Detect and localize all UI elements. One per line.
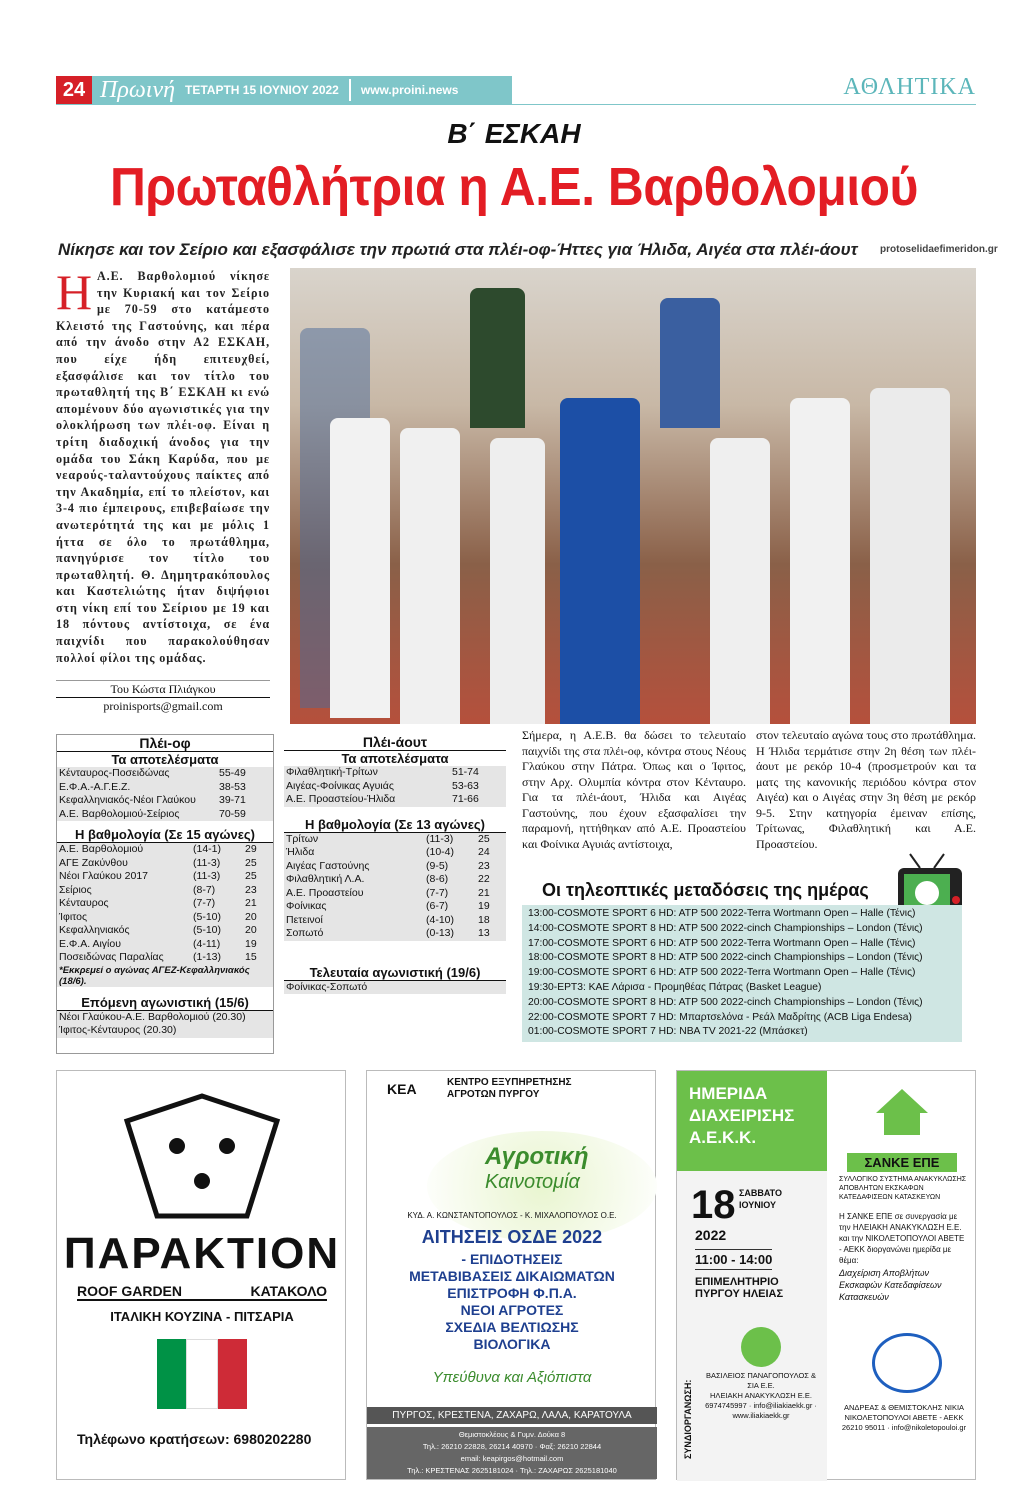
playoff-note: *Εκκρεμεί ο αγώνας ΑΓΕΖ-Κεφαλληνιακός (18/6). — [57, 965, 273, 987]
team-name: Ίφιτος — [59, 910, 88, 923]
team-name: Τρίτων — [286, 832, 319, 845]
team-name: Κεφαλληνιακός — [59, 924, 130, 936]
playoff-results-title: Τα αποτελέσματα — [57, 752, 273, 767]
sponsor2-logo — [872, 1333, 942, 1393]
result-row — [59, 794, 271, 808]
kea-contact2: Τηλ.: 26210 22828, 26214 40970 · Φαξ: 26210 22844 — [422, 1442, 602, 1451]
playoff-next-title: Επόμενη αγωνιστική (15/6) — [57, 995, 273, 1011]
standings-row — [286, 860, 504, 874]
tv-item: 22:00-COSMOTE SPORT 7 HD: Μπαρτσελόνα - Ρεάλ Μαδρίτης (ACB Liga Endesa) — [528, 1011, 912, 1023]
watermark: protoselidaefimeridon.gr — [880, 244, 998, 255]
playout-standings-title: Η βαθμολογία (Σε 13 αγώνες) — [284, 817, 506, 833]
tv-listings — [522, 880, 962, 1042]
ad1-cuisine: ΙΤΑΛΙΚΗ ΚΟΥΖΙΝΑ - ΠΙΤΣΑΡΙΑ — [110, 1309, 294, 1324]
kea-slogan: Υπεύθυνα και Αξιόπιστα — [432, 1369, 592, 1386]
points: 19 — [245, 937, 257, 950]
ad1-left: ROOF GARDEN — [77, 1283, 182, 1299]
score: 53-63 — [452, 779, 479, 792]
ad-kea[interactable] — [366, 1070, 656, 1480]
standings-row — [286, 887, 504, 901]
ad3-weekday: ΣΑΒΒΑΤΟ — [739, 1188, 782, 1198]
score: 71-66 — [452, 793, 479, 805]
fixture: Ίφιτος-Κένταυρος (20.30) — [59, 1024, 177, 1036]
standings-row — [59, 924, 271, 938]
standings-row — [286, 914, 504, 928]
tv-list — [522, 905, 962, 1042]
team-name: Ποσειδώνας Παραλίας — [59, 951, 164, 963]
kea-line: ΣΧΕΔΙΑ ΒΕΛΤΙΩΣΗΣ — [445, 1319, 579, 1335]
record: (5-10) — [193, 924, 222, 936]
article-col-4: στον τελευταίο αγώνα τους στο πρωτάθλημα. Η Ήλιδα τερμάτισε στην 2η θέση των πλέι-άουτ με ρεκόρ 10-4 (προσμετρούν και τα ματς της κανονικής περιόδου κόντρα στον Αιγέα) και ο Αιγέας στην 3η θέση με ρεκόρ 9-5. Στην κατηγορία έμειναν επίσης, Τρίτωνας, Φιλαθλητική και Α.Ε. Προαστείου. — [756, 728, 976, 851]
points: 18 — [478, 913, 490, 926]
result-row — [286, 766, 504, 780]
tv-item: 20:00-COSMOTE SPORT 8 HD: ATP 500 2022-cinch Championships – London (Τένις) — [528, 996, 923, 1008]
points: 19 — [478, 900, 490, 912]
playout-last-title: Τελευταία αγωνιστική (19/6) — [284, 965, 506, 981]
points: 22 — [478, 873, 490, 885]
kea-line: ΜΕΤΑΒΙΒΑΣΕΙΣ ΔΙΚΑΙΩΜΑΤΩΝ — [409, 1268, 615, 1284]
ad3-sp1c: 6974745997 · info@iliakiaekk.gr · www.iliakiaekk.gr — [705, 1401, 817, 1420]
tv-item: 13:00-COSMOTE SPORT 6 HD: ATP 500 2022-Terra Wortmann Open – Halle (Τένις) — [528, 908, 916, 919]
team-name: Κένταυρος — [59, 897, 109, 909]
divider — [349, 79, 351, 101]
fixture: Φοίνικας-Σοπωτό — [286, 980, 368, 993]
team-name: Α.Ε. Βαρθολομιού-Σείριος — [59, 807, 180, 820]
site-link[interactable]: www.proini.news — [360, 83, 459, 97]
ad3-sp1b: ΗΛΕΙΑΚΗ ΑΝΑΚΥΚΛΩΣΗ Ε.Ε. — [710, 1391, 812, 1400]
tv-item: 17:00-COSMOTE SPORT 6 HD: ATP 500 2022-Terra Wortmann Open – Halle (Τένις) — [528, 937, 916, 949]
result-row — [59, 767, 271, 781]
ad3-sp2b: 26210 95011 · info@nikoletopouloi.gr — [841, 1423, 967, 1432]
record: (7-7) — [426, 886, 449, 899]
points: 25 — [245, 870, 257, 882]
standings-row — [59, 884, 271, 898]
team-name: Ε.Φ.Α. Αιγίου — [59, 937, 121, 950]
team-name: Νέοι Γλαύκου 2017 — [59, 870, 149, 882]
kea-headline: ΑΙΤΗΣΕΙΣ ΟΣΔΕ 2022 — [421, 1227, 603, 1247]
page-number: 24 — [56, 76, 92, 104]
points: 13 — [478, 927, 490, 939]
team-name: Κένταυρος-Ποσειδώνας — [59, 767, 170, 779]
ad3-text: Η ΣΑΝΚΕ ΕΠΕ σε συνεργασία με την ΗΛΕΙΑΚΗ ΑΝΑΚΥΚΛΩΣΗ Ε.Ε. και την ΝΙΚΟΛΕΤΟΠΟΥΛΟΙ ΑΒΕΤΕ - ΑΕΚΚ διοργανώνει ημερίδα με θέμα: — [839, 1212, 965, 1265]
ad3-side: ΣΥΝΔΙΟΡΓΑΝΩΣΗ: — [683, 1379, 693, 1459]
ad3-sp2: ΑΝΔΡΕΑΣ & ΘΕΜΙΣΤΟΚΛΗΣ ΝΙΚΙΑ ΝΙΚΟΛΕΤΟΠΟΥΛΟΙ ΑΒΕΤΕ - ΑΕΚΚ — [843, 1403, 965, 1422]
standings-row — [286, 873, 504, 887]
playoff-box — [56, 734, 274, 1054]
kea-contact3: email: keapirgos@hotmail.com — [460, 1454, 564, 1463]
score: 39-71 — [219, 794, 246, 806]
ad3-org-desc: ΣΥΛΛΟΓΙΚΟ ΣΥΣΤΗΜΑ ΑΝΑΚΥΚΛΩΣΗΣ ΑΠΟΒΛΗΤΩΝ ΕΚΣΚΑΦΩΝ ΚΑΤΕΔΑΦΙΣΕΩΝ ΚΑΤΑΣΚΕΥΩΝ — [839, 1176, 967, 1201]
ad3-org: ΣΑΝΚΕ ΕΠΕ — [847, 1153, 957, 1172]
tv-item: 19:30-ΕΡΤ3: ΚΑΕ Λάρισα - Προμηθέας Πάτρας (Basket League) — [528, 981, 822, 993]
ad3-month: ΙΟΥΝΙΟΥ — [739, 1200, 777, 1210]
team-name: Σοπωτό — [286, 927, 324, 939]
standings-row — [286, 927, 504, 941]
ad3-time: 11:00 - 14:00 — [695, 1249, 772, 1270]
byline — [56, 680, 270, 714]
team-name: Ήλιδα — [286, 846, 315, 858]
playout-results-title: Τα αποτελέσματα — [284, 751, 506, 766]
standings-row — [59, 938, 271, 952]
playout-box — [284, 734, 506, 1034]
kea-brand1: Αγροτική — [485, 1143, 589, 1170]
team-name: Αιγέας-Φοίνικας Αγυιάς — [286, 779, 394, 792]
points: 21 — [245, 897, 257, 909]
playoff-standings-title: Η βαθμολογία (Σε 15 αγώνες) — [57, 827, 273, 843]
record: (1-13) — [193, 951, 222, 963]
points: 24 — [478, 846, 490, 858]
team-name: Α.Ε. Προαστείου-Ήλιδα — [286, 793, 396, 805]
ad1-name: ΠΑΡΑΚΤΙΟΝ — [63, 1229, 341, 1278]
points: 23 — [478, 859, 490, 872]
team-name: ΑΓΕ Ζακύνθου — [59, 856, 128, 869]
team-name: Κεφαλληνιακός-Νέοι Γλαύκου — [59, 794, 196, 806]
standings-row — [59, 870, 271, 884]
masthead — [92, 76, 512, 104]
team-name: Πετεινοί — [286, 913, 323, 926]
kea-contact4: Τηλ.: ΚΡΕΣΤΕΝΑΣ 2625181024 · Τηλ.: ΖΑΧΑΡΩΣ 2625181040 — [407, 1466, 617, 1475]
record: (7-7) — [193, 897, 216, 909]
ad3-year: 2022 — [695, 1227, 727, 1243]
kea-contact1: Θεμιστοκλέους & Γυμν. Δούκα 8 — [458, 1430, 566, 1439]
record: (6-7) — [426, 900, 449, 912]
score: 55-49 — [219, 767, 246, 779]
ad3-title: ΗΜΕΡΙΔΑ ΔΙΑΧΕΙΡΙΣΗΣ Α.Ε.Κ.Κ. — [689, 1084, 795, 1147]
points: 20 — [245, 910, 257, 923]
team-name: Αιγέας Γαστούνης — [286, 859, 370, 872]
points: 25 — [245, 856, 257, 869]
record: (4-11) — [193, 937, 221, 950]
kea-line: ΒΙΟΛΟΓΙΚΑ — [473, 1336, 551, 1352]
fixture: Νέοι Γλαύκου-Α.Ε. Βαρθολομιού (20.30) — [59, 1010, 246, 1023]
kea-owners: ΚΥΔ. Α. ΚΩΝΣΤΑΝΤΟΠΟΥΛΟΣ - Κ. ΜΙΧΑΛΟΠΟΥΛΟΣ Ο.Ε. — [407, 1211, 617, 1220]
kea-logo: ΚΕΑ — [387, 1081, 417, 1097]
team-photo — [290, 268, 976, 724]
standings-row — [59, 857, 271, 871]
record: (4-10) — [426, 913, 455, 926]
record: (8-6) — [426, 873, 449, 885]
kea-org: ΚΕΝΤΡΟ ΕΞΥΠΗΡΕΤΗΣΗΣ ΑΓΡΟΤΩΝ ΠΥΡΓΟΥ — [447, 1077, 572, 1100]
kea-brand2: Καινοτομία — [485, 1171, 580, 1193]
leaf-icon — [741, 1327, 781, 1367]
team-name: Φιλαθλητική Λ.Α. — [286, 873, 365, 885]
standings-row — [286, 833, 504, 847]
standings-row — [59, 951, 271, 965]
points: 25 — [478, 832, 490, 845]
tv-item: 19:00-COSMOTE SPORT 6 HD: ATP 500 2022-Terra Wortmann Open – Halle (Τένις) — [528, 967, 916, 979]
subheadline: Νίκησε και τον Σείριο και εξασφάλισε την πρωτιά στα πλέι-οφ-Ήττες για Ήλιδα, Αιγέα στα πλέι-άουτ — [58, 240, 858, 259]
team-name: Α.Ε. Προαστείου — [286, 886, 364, 899]
ad3-day: 18 — [691, 1183, 736, 1227]
ad3-venue: ΕΠΙΜΕΛΗΤΗΡΙΟ ΠΥΡΓΟΥ ΗΛΕΙΑΣ — [695, 1276, 784, 1300]
record: (8-7) — [193, 883, 216, 896]
headline: Πρωταθλήτρια η Α.Ε. Βαρθολομιού — [109, 157, 919, 217]
author-email[interactable]: proinisports@gmail.com — [103, 699, 223, 713]
pizza-icon — [117, 1091, 287, 1221]
tv-item: 01:00-COSMOTE SPORT 7 HD: NBA TV 2021-22 (Μπάσκετ) — [528, 1026, 808, 1038]
ad1-right: ΚΑΤΑΚΟΛΟ — [250, 1283, 327, 1299]
tv-item: 14:00-COSMOTE SPORT 8 HD: ATP 500 2022-cinch Championships – London (Τένις) — [528, 922, 923, 934]
record: (11-3) — [193, 870, 221, 882]
record: (9-5) — [426, 859, 449, 872]
record: (5-10) — [193, 910, 222, 923]
author: Του Κώστα Πλιάγκου — [56, 681, 270, 698]
kicker: Β΄ ΕΣΚΑΗ — [447, 118, 581, 149]
tv-item: 18:00-COSMOTE SPORT 8 HD: ATP 500 2022-cinch Championships – London (Τένις) — [528, 952, 923, 964]
kea-line: ΝΕΟΙ ΑΓΡΟΤΕΣ — [460, 1302, 564, 1318]
ad1-phone: Τηλέφωνο κρατήσεων: 6980202280 — [77, 1431, 312, 1447]
article-col-3: Σήμερα, η Α.Ε.Β. θα δώσει το τελευταίο παιχνίδι της στα πλέι-οφ, κόντρα στους Νέους Γλαύκου στην Πάτρα. Όπως και ο Ίφιτος, στην Αρχ. Ολυμπία κόντρα στον Κένταυρο. Για τα πλέι-άουτ, Ήλιδα και Αιγέας Γαστούνης, που έχουν εξασφαλίσει την παραμονή, ηττήθηκαν από Α.Ε. Προαστείου και Φοίνικα Αγυιάς αντίστοιχα, — [522, 728, 746, 851]
result-row — [59, 808, 271, 822]
points: 15 — [245, 951, 257, 963]
record: (11-3) — [426, 832, 454, 845]
article-body — [56, 264, 270, 666]
score: 70-59 — [219, 807, 246, 820]
points: 20 — [245, 924, 257, 936]
record: (10-4) — [426, 846, 455, 858]
record: (11-3) — [193, 856, 221, 869]
standings-row — [59, 843, 271, 857]
record: (14-1) — [193, 843, 222, 855]
score: 51-74 — [452, 766, 479, 778]
result-row — [286, 793, 504, 807]
tv-title: Οι τηλεοπτικές μεταδόσεις της ημέρας — [542, 880, 869, 900]
header-rule — [56, 104, 976, 105]
section-title: ΑΘΛΗΤΙΚΑ — [843, 74, 976, 100]
playoff-title: Πλέι-οφ — [57, 735, 273, 752]
brand: Πρωινή — [100, 76, 176, 103]
issue-date: ΤΕΤΑΡΤΗ 15 ΙΟΥΝΙΟΥ 2022 — [185, 83, 339, 97]
team-name: Φοίνικας — [286, 900, 327, 912]
team-name: Σείριος — [59, 883, 92, 896]
result-row — [286, 780, 504, 794]
kea-towns: ΠΥΡΓΟΣ, ΚΡΕΣΤΕΝΑ, ΖΑΧΑΡΩ, ΛΑΛΑ, ΚΑΡΑΤΟΥΛΑ — [367, 1407, 657, 1424]
score: 38-53 — [219, 780, 246, 793]
points: 23 — [245, 883, 257, 896]
standings-row — [286, 900, 504, 914]
playout-title: Πλέι-άουτ — [284, 734, 506, 751]
dropcap: Η — [56, 264, 94, 320]
team-name: Ε.Φ.Α.-Α.Γ.Ε.Ζ. — [59, 780, 131, 793]
ad3-sp1: ΒΑΣΙΛΕΙΟΣ ΠΑΝΑΓΟΠΟΥΛΟΣ & ΣΙΑ Ε.Ε. — [705, 1371, 817, 1390]
kea-line: - ΕΠΙΔΟΤΗΣΕΙΣ — [461, 1251, 563, 1267]
points: 29 — [245, 843, 257, 855]
standings-row — [59, 911, 271, 925]
ad3-theme: Διαχείριση Αποβλήτων Εκσκαφών Κατεδαφίσεων Κατασκευών — [839, 1268, 942, 1302]
team-name: Α.Ε. Βαρθολομιού — [59, 843, 144, 855]
points: 21 — [478, 886, 490, 899]
house-icon — [872, 1085, 932, 1139]
ad-paraktion[interactable] — [56, 1070, 346, 1480]
kea-line: ΕΠΙΣΤΡΟΦΗ Φ.Π.Α. — [447, 1285, 577, 1301]
result-row — [59, 781, 271, 795]
standings-row — [286, 846, 504, 860]
record: (0-13) — [426, 927, 455, 939]
article-text: Α.Ε. Βαρθολομιού νίκησε την Κυριακή και τον Σείριο με 70-59 στο κατάμεστο Κλειστό της Γαστούνης, και πέρα από την άνοδο στην Α2 ΕΣΚΑΗ, που είχε ήδη επιτευχθεί, εξασφάλισε και τον τίτλο του πρωταθλητή της Β΄ ΕΣΚΑΗ κι ενώ απομένουν δύο αγωνιστικές για την ολοκλήρωση των πλέι-οφ. Είναι η τρίτη διαδοχική άνοδος για την ομάδα του Σάκη Καρύδα, που με νεαρούς-ταλαντούχους παίκτες από την Ακαδημία, επί το πλείστον, και 3-4 πιο έμπειρους, επιβεβαίωσε την ανωτερότητά της και με μόλις 1 ήττα σε όλο το πρωτάθλημα, πανηγύρισε τον τίτλο του πρωταθλητή. Θ. Δημητρακόπουλος και Καστελιώτης ήταν διψήφιοι στη νίκη επί του Σείριου με 19 και 18 πόντους αντίστοιχα, σε ένα παιχνίδι που παρακολούθησαν πολλοί φίλοι της ομάδας. — [56, 269, 270, 665]
italian-flag — [157, 1339, 247, 1409]
ad-imerida[interactable] — [676, 1070, 976, 1480]
team-name: Φιλαθλητική-Τρίτων — [286, 766, 378, 778]
standings-row — [59, 897, 271, 911]
